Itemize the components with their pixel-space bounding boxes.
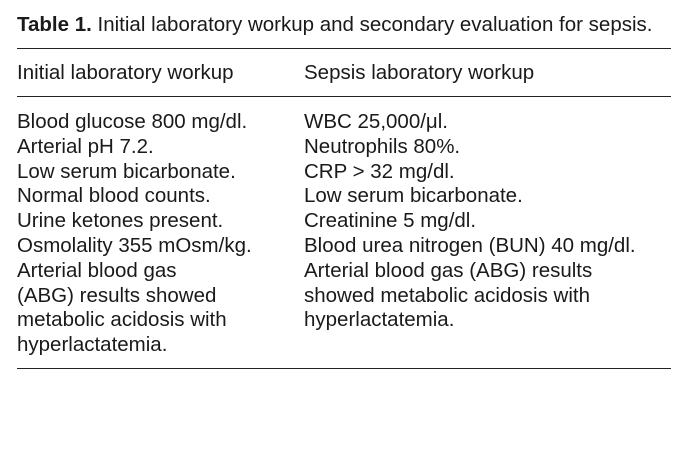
sepsis-workup-line: Low serum bicarbonate.	[304, 184, 523, 208]
initial-workup-line: Urine ketones present.	[17, 209, 224, 233]
initial-workup-line: Osmolality 355 mOsm/kg.	[17, 233, 252, 257]
initial-workup-line: metabolic acidosis with	[17, 308, 227, 332]
table-caption	[17, 10, 671, 39]
initial-workup-line: hyperlactatemia.	[17, 333, 168, 357]
initial-workup-column	[17, 110, 304, 358]
sepsis-workup-line: Blood urea nitrogen (BUN) 40 mg/dl.	[304, 233, 636, 257]
sepsis-workup-line: Creatinine 5 mg/dl.	[304, 209, 477, 233]
caption-label: Table 1.	[17, 13, 92, 36]
initial-workup-line: Normal blood counts.	[17, 184, 211, 208]
initial-workup-line: Low serum bicarbonate.	[17, 159, 236, 183]
bottom-rule	[17, 368, 671, 369]
sepsis-workup-line: WBC 25,000/μl.	[304, 110, 448, 133]
table-body	[17, 110, 671, 358]
sepsis-workup-line: Arterial blood gas (ABG) results	[304, 258, 593, 282]
caption-text: Initial laboratory workup and secondary evaluation for sepsis.	[97, 13, 653, 36]
sepsis-workup-line: hyperlactatemia.	[304, 308, 455, 332]
sepsis-workup-line: CRP > 32 mg/dl.	[304, 159, 455, 183]
table-header-row	[17, 49, 671, 96]
header-sepsis-workup: Sepsis laboratory workup	[304, 60, 535, 84]
header-initial-workup: Initial laboratory workup	[17, 60, 234, 84]
sepsis-workup-column	[304, 110, 671, 358]
initial-workup-line: Arterial pH 7.2.	[17, 134, 154, 158]
sepsis-workup-line: showed metabolic acidosis with	[304, 283, 590, 307]
table-figure	[17, 10, 671, 369]
initial-workup-line: (ABG) results showed	[17, 283, 217, 307]
sepsis-workup-line: Neutrophils 80%.	[304, 134, 461, 158]
initial-workup-line: Arterial blood gas	[17, 258, 177, 282]
initial-workup-line: Blood glucose 800 mg/dl.	[17, 110, 248, 133]
header-rule	[17, 96, 671, 97]
